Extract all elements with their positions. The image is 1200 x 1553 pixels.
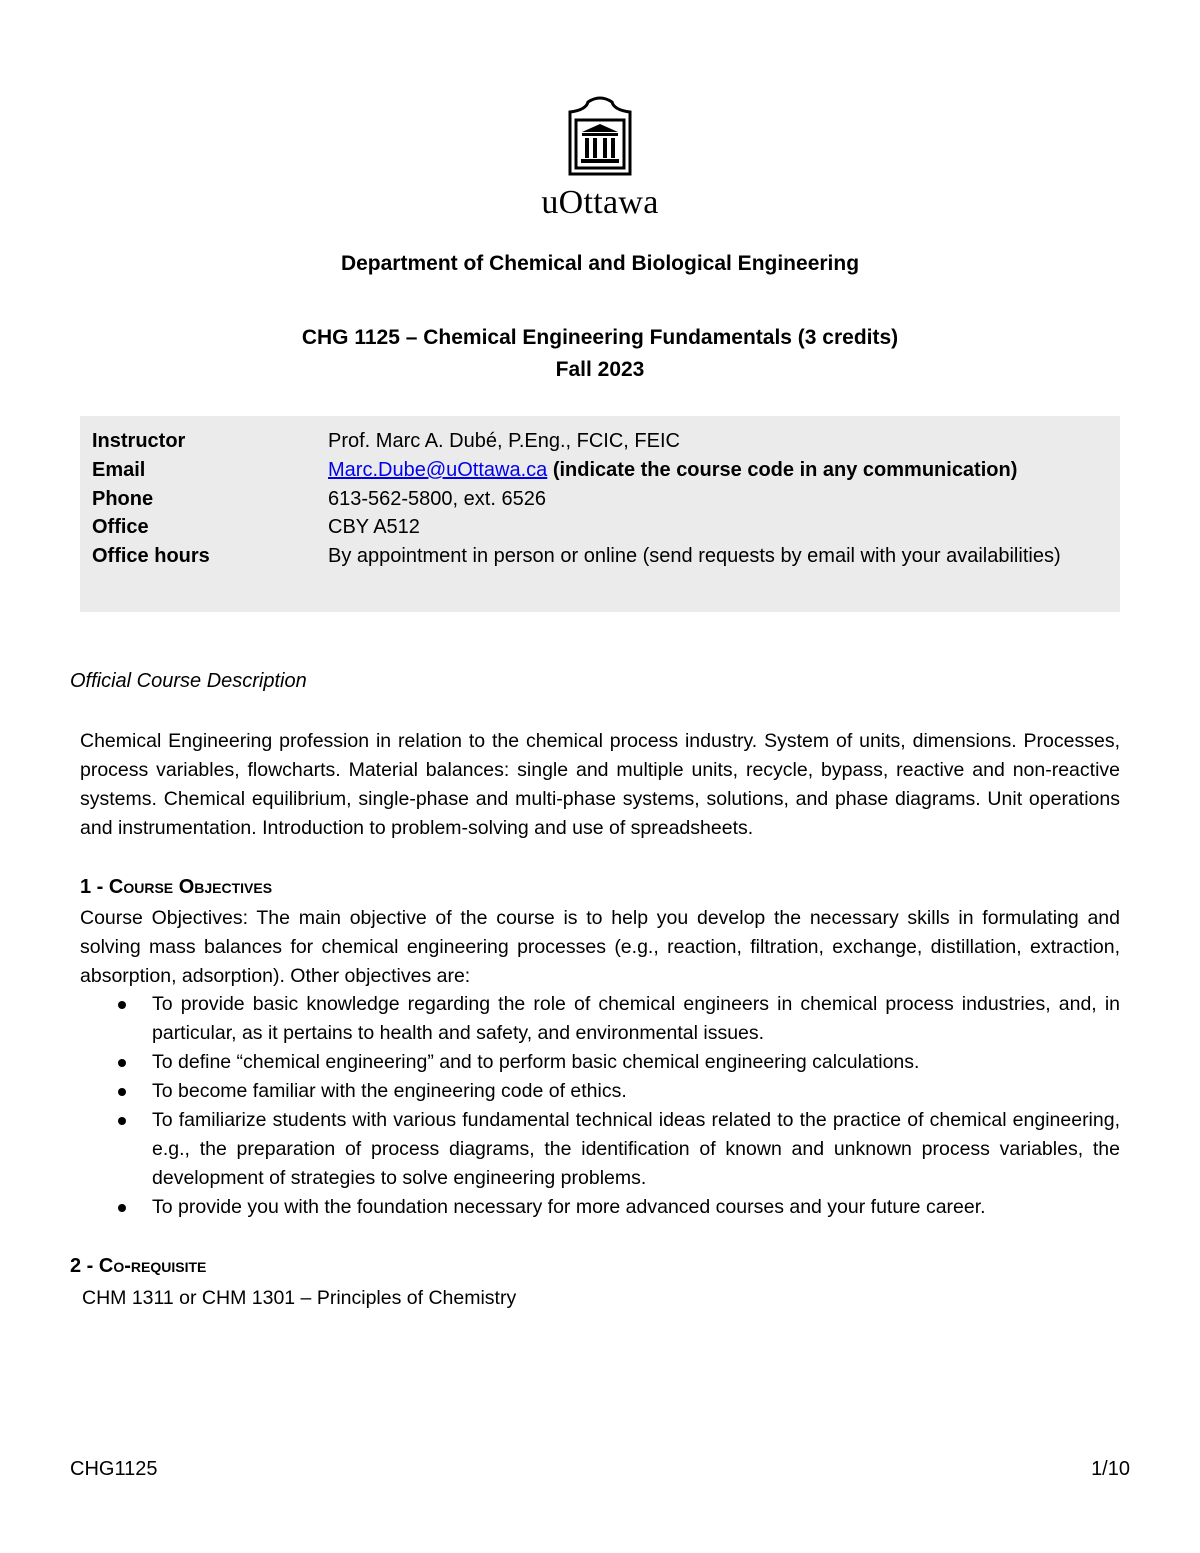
list-item-text: To define “chemical engineering” and to perform basic chemical engineering calculations. — [152, 1051, 920, 1073]
office-value: CBY A512 — [328, 516, 420, 538]
office-hours-value: By appointment in person or online (send requests by email with your availabilities) — [328, 545, 1061, 567]
section2-title: Co-requisite — [98, 1255, 207, 1277]
instructor-value: Prof. Marc A. Dubé, P.Eng., FCIC, FEIC — [328, 430, 680, 452]
list-item — [80, 1193, 1120, 1222]
section1-title: Course Objectives — [108, 876, 273, 898]
course-title: CHG 1125 – Chemical Engineering Fundamentals (3 credits) — [301, 326, 899, 349]
section1-heading — [80, 876, 272, 899]
logo-wordmark: uOttawa — [541, 184, 659, 221]
list-item — [80, 1077, 1120, 1106]
description-title: Official Course Description — [70, 670, 307, 692]
phone-value: 613-562-5800, ext. 6526 — [328, 488, 546, 510]
section2-heading — [70, 1255, 206, 1278]
email-link[interactable]: Marc.Dube@uOttawa.ca — [328, 459, 548, 481]
section2-number: 2 - — [70, 1255, 99, 1277]
email-value — [328, 459, 1108, 482]
page-number: 1/10 — [1091, 1458, 1130, 1480]
list-item — [80, 1048, 1120, 1077]
university-logo — [528, 94, 672, 222]
email-note: (indicate the course code in any communication) — [547, 459, 1018, 481]
instructor-info-box — [80, 416, 1120, 612]
list-item-text: To become familiar with the engineering code of ethics. — [152, 1080, 627, 1102]
list-item-text: To provide you with the foundation necessary for more advanced courses and your future career. — [152, 1196, 986, 1218]
bullet-icon — [118, 1088, 126, 1096]
office-hours-label: Office hours — [92, 545, 210, 567]
bullet-icon — [118, 1001, 126, 1009]
section1-intro: Course Objectives: The main objective of the course is to help you develop the necessary skills in formulating and solving mass balances for chemical engineering processes (e.g., reaction, filtration, exchange, distillation, extraction, absorption, adsorption). Other objectives are: — [80, 907, 1120, 987]
list-item — [80, 990, 1120, 1048]
bullet-icon — [118, 1204, 126, 1212]
section2-text: CHM 1311 or CHM 1301 – Principles of Chemistry — [82, 1287, 517, 1309]
phone-label: Phone — [92, 488, 154, 510]
footer-course-code: CHG1125 — [70, 1458, 158, 1480]
department-title: Department of Chemical and Biological Engineering — [340, 252, 860, 275]
bullet-icon — [118, 1059, 126, 1067]
description-text: Chemical Engineering profession in relation to the chemical process industry. System of units, dimensions. Processes, process variables, flowcharts. Material balances: single and multiple units, recycle, bypass, reactive and non-reactive systems. Chemical equilibrium, single-phase and multi-phase systems, solutions, and phase diagrams. Unit operations and instrumentation. Introduction to problem-solving and use of spreadsheets. — [80, 730, 1120, 839]
list-item-text: To familiarize students with various fundamental technical ideas related to the practice of chemical engineering, e.g., the preparation of process diagrams, the identification of known and unknown process variables, the development of strategies to solve engineering problems. — [152, 1109, 1120, 1189]
university-building-icon — [564, 94, 636, 176]
list-item — [80, 1106, 1120, 1193]
section1-number: 1 - — [80, 876, 109, 898]
email-label: Email — [92, 459, 146, 481]
office-label: Office — [92, 516, 149, 538]
list-item-text: To provide basic knowledge regarding the role of chemical engineers in chemical process industries, and, in particular, as it pertains to health and safety, and environmental issues. — [152, 993, 1120, 1044]
bullet-icon — [118, 1117, 126, 1125]
objectives-list — [80, 990, 1120, 1222]
instructor-label: Instructor — [92, 430, 186, 452]
term: Fall 2023 — [555, 358, 645, 381]
